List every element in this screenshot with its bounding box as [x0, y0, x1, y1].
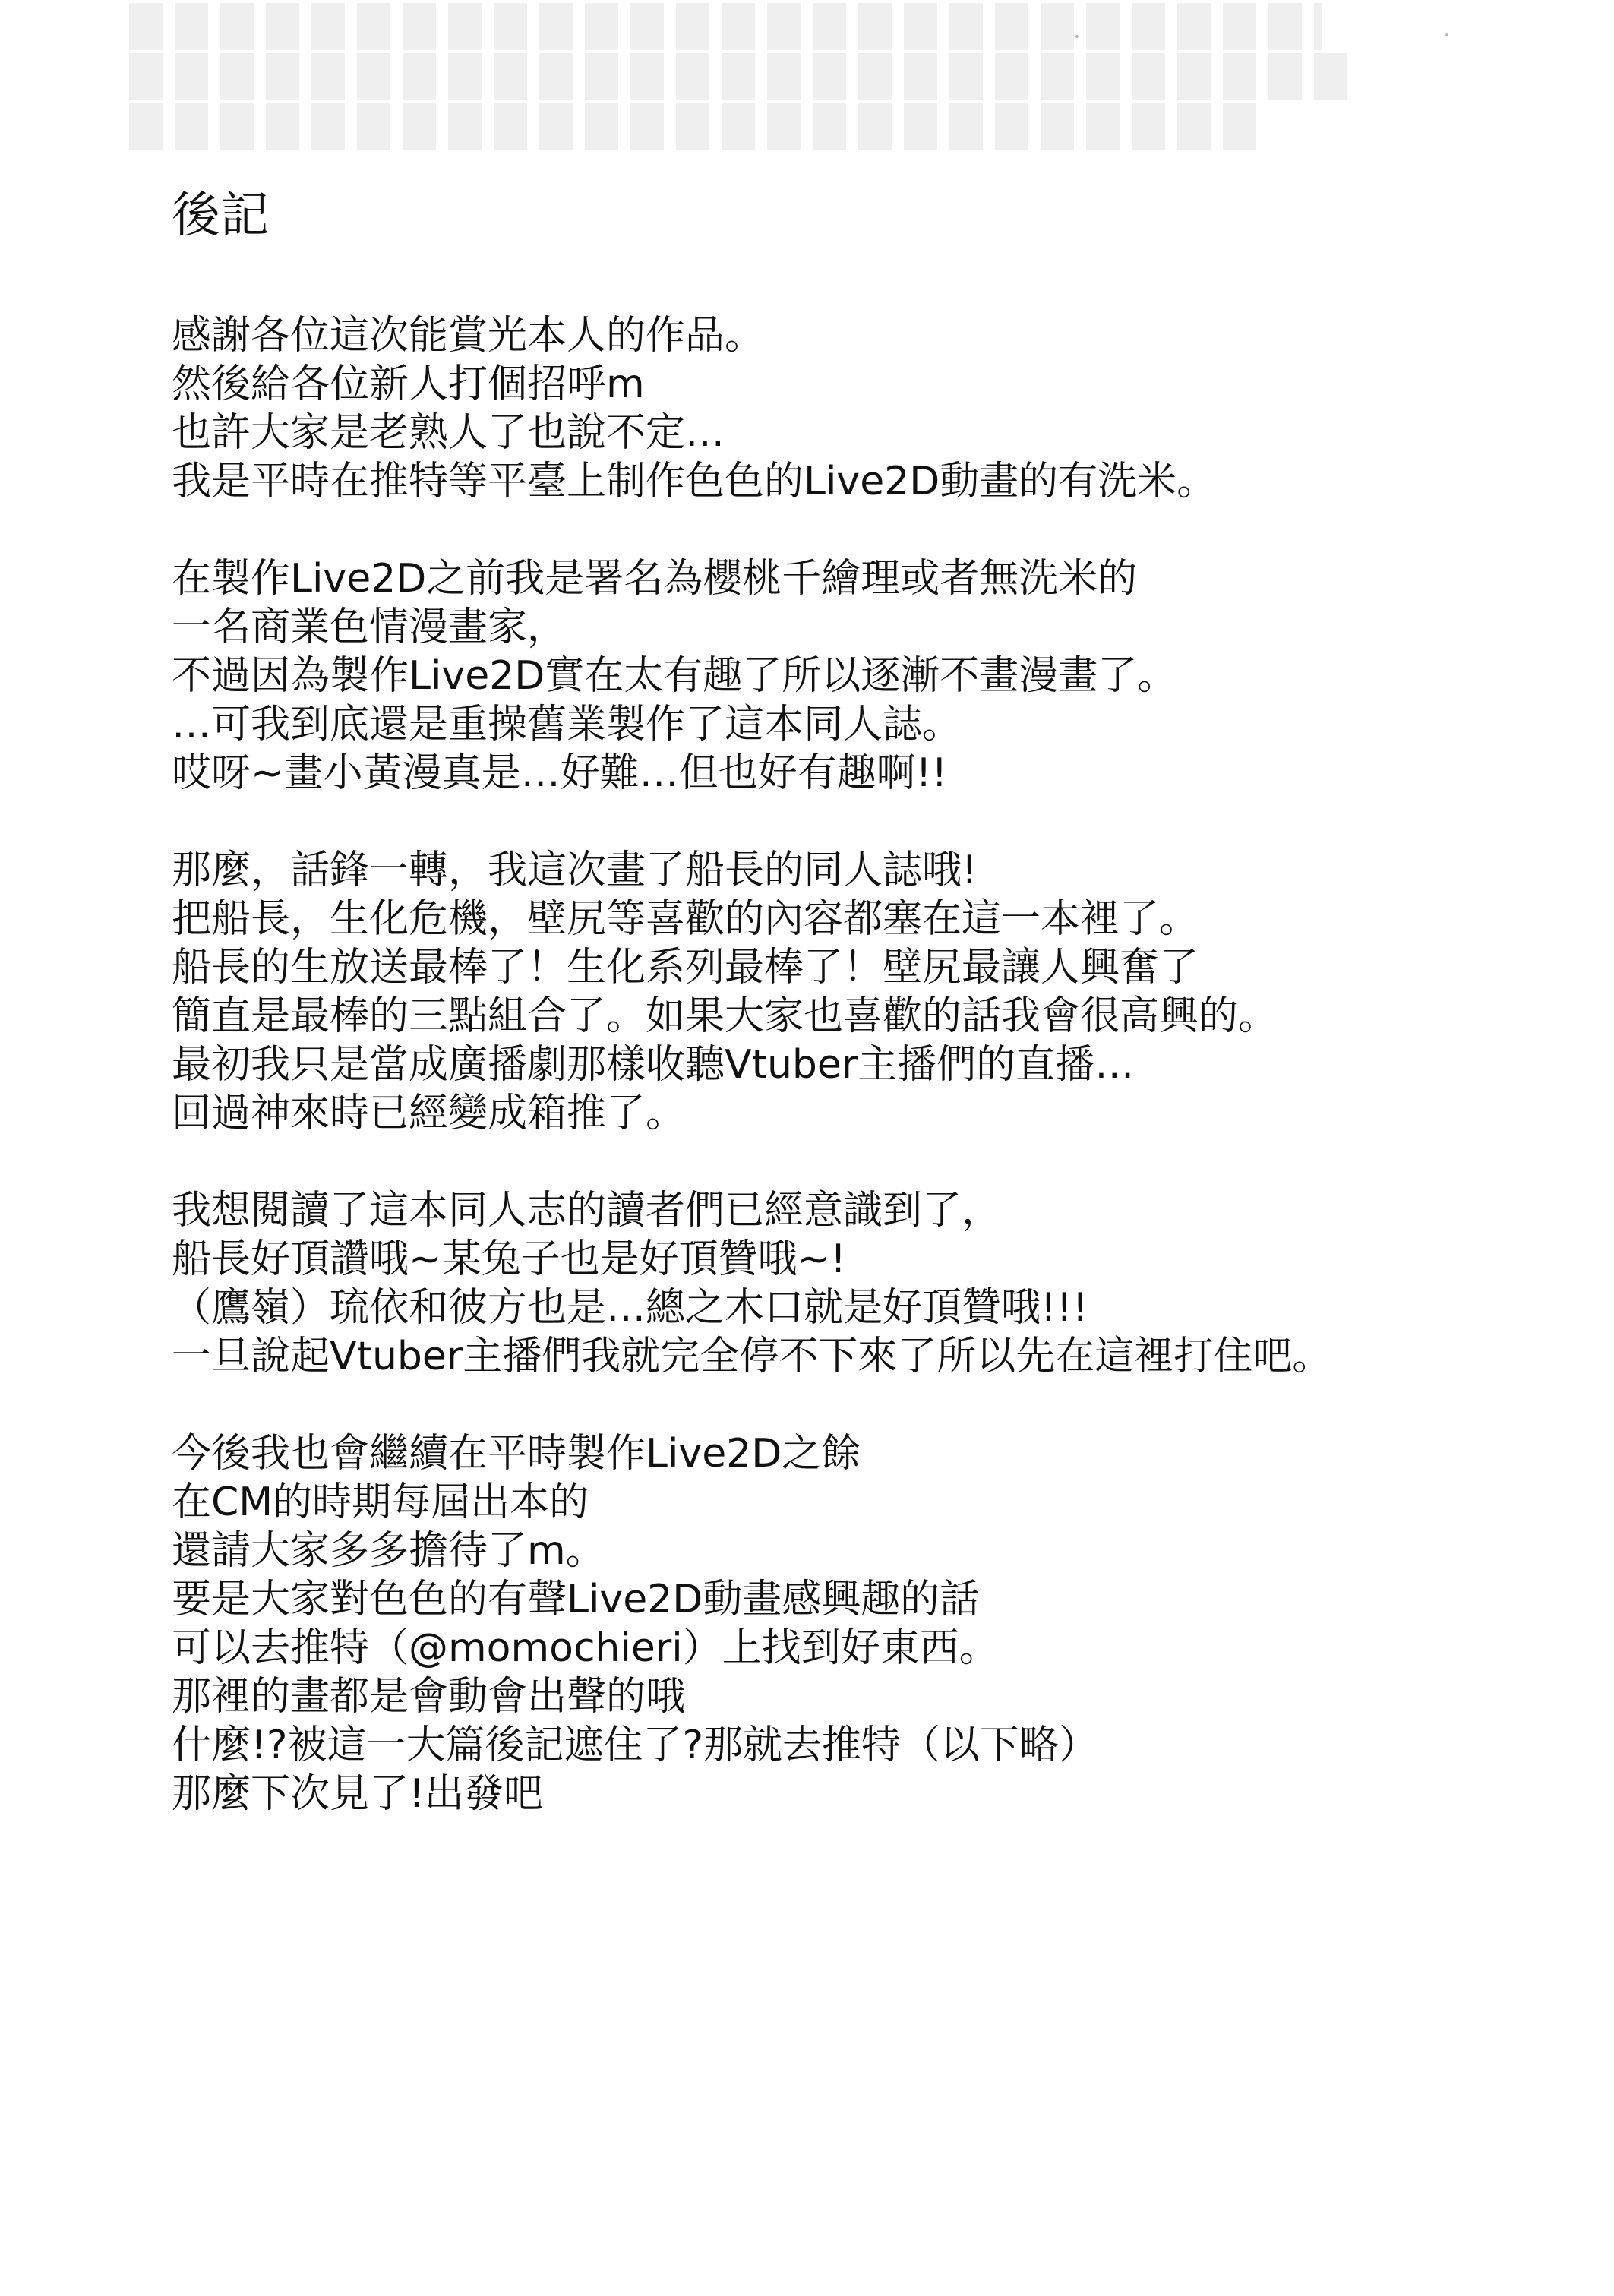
afterword-paragraph — [172, 1429, 1539, 1818]
afterword-paragraphs — [172, 311, 1539, 1818]
afterword-line: 也許大家是老熟人了也說不定… — [172, 410, 725, 456]
afterword-paragraph — [172, 554, 1539, 797]
afterword-line: 什麼!?被這一大篇後記遮住了?那就去推特（以下略） — [172, 1723, 1099, 1768]
afterword-line: 回過神來時已經變成箱推了。 — [172, 1091, 686, 1136]
bleed-through-line — [129, 103, 1261, 150]
afterword-line: 可以去推特（@momochieri）上找到好東西。 — [172, 1625, 999, 1671]
afterword-paragraph — [172, 1186, 1539, 1381]
afterword-text-block — [172, 185, 1539, 1867]
paper-speck — [1075, 35, 1079, 38]
afterword-line: 把船長，生化危機，壁尻等喜歡的內容都塞在這一本裡了。 — [172, 896, 1199, 942]
paper-speck — [1445, 33, 1448, 36]
afterword-line: 還請大家多多擔待了m。 — [172, 1528, 605, 1574]
afterword-line: 那麼下次見了!出發吧 — [172, 1771, 543, 1817]
afterword-line: 要是大家對色色的有聲Live2D動畫感興趣的話 — [172, 1577, 980, 1622]
afterword-line: 我想閱讀了這本同人志的讀者們已經意識到了， — [172, 1188, 1002, 1233]
afterword-paragraph — [172, 311, 1539, 506]
afterword-line: 那裡的畫都是會動會出聲的哦 — [172, 1674, 686, 1720]
afterword-line: 然後給各位新人打個招呼m — [172, 362, 645, 407]
afterword-line: 簡直是最棒的三點組合了。如果大家也喜歡的話我會很高興的。 — [172, 993, 1278, 1039]
afterword-line: …可我到底還是重操舊業製作了這本同人誌。 — [172, 702, 962, 747]
afterword-line: 最初我只是當成廣播劇那樣收聽Vtuber主播們的直播… — [172, 1042, 1135, 1088]
afterword-title: 後記 — [172, 188, 269, 244]
afterword-line: 船長好頂讚哦~某兔子也是好頂贊哦~! — [172, 1236, 846, 1282]
afterword-line: 那麼，話鋒一轉，我這次畫了船長的同人誌哦! — [172, 848, 978, 893]
bleed-through-line — [129, 53, 1360, 100]
afterword-line: 在CM的時期每屆出本的 — [172, 1480, 589, 1525]
afterword-paragraph — [172, 846, 1539, 1138]
bleed-through-line — [129, 3, 1322, 50]
afterword-line: 一旦說起Vtuber主播們我就完全停不下來了所以先在這裡打住吧。 — [172, 1334, 1332, 1379]
afterword-line: 今後我也會繼續在平時製作Live2D之餘 — [172, 1431, 861, 1476]
bleed-through-texture — [129, 0, 1360, 159]
afterword-line: 船長的生放送最棒了！生化系列最棒了！壁尻最讓人興奮了 — [172, 945, 1199, 990]
afterword-line: 在製作Live2D之前我是署名為櫻桃千繪理或者無洗米的 — [172, 556, 1138, 602]
afterword-line: 哎呀~畫小黃漫真是…好難…但也好有趣啊!! — [172, 750, 948, 796]
afterword-line: 不過因為製作Live2D實在太有趣了所以逐漸不畫漫畫了。 — [172, 653, 1177, 699]
afterword-line: （鷹嶺）琉依和彼方也是…總之木口就是好頂贊哦!!! — [172, 1285, 1088, 1331]
afterword-line: 一名商業色情漫畫家， — [172, 605, 567, 650]
afterword-line: 感謝各位這次能賞光本人的作品。 — [172, 313, 765, 358]
afterword-line: 我是平時在推特等平臺上制作色色的Live2D動畫的有洗米。 — [172, 459, 1217, 504]
